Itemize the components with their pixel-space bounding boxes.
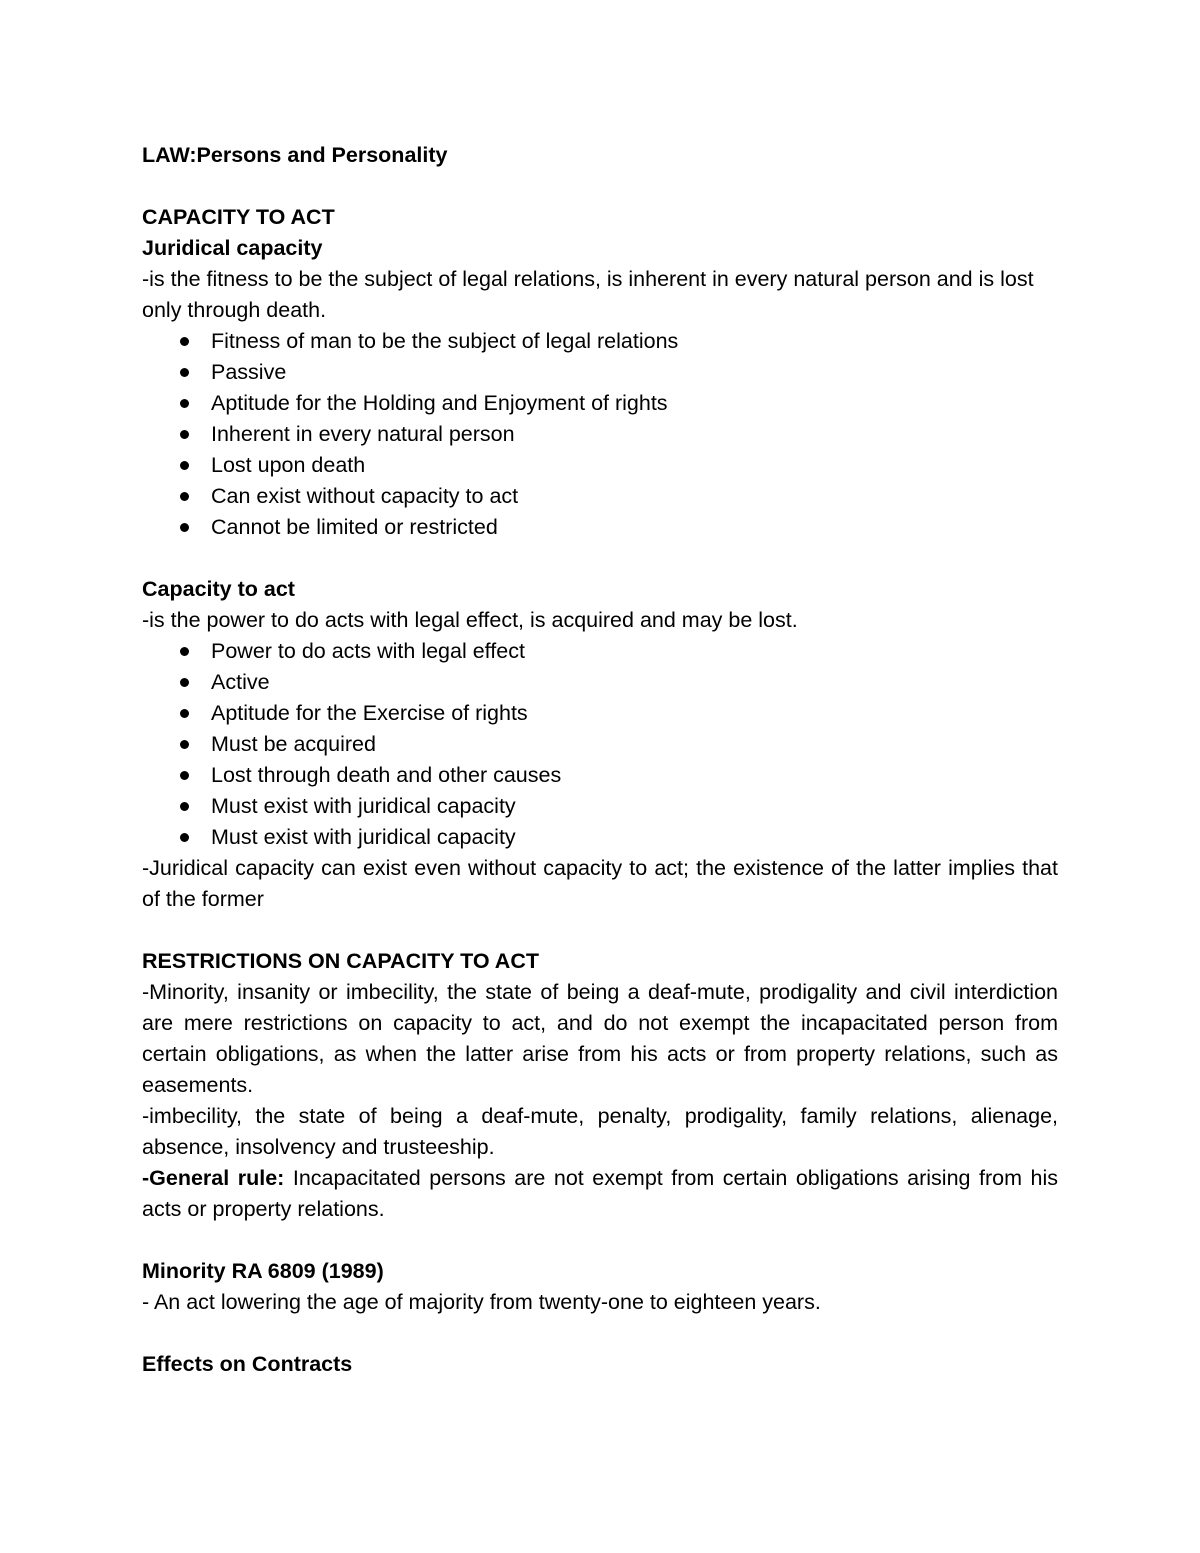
list-item — [142, 481, 1058, 512]
document-title: LAW:Persons and Personality — [142, 143, 448, 167]
list-item — [142, 512, 1058, 543]
bullet-icon — [180, 492, 189, 501]
list-item — [142, 822, 1058, 853]
subheading-capacity-to-act: Capacity to act — [142, 577, 295, 601]
section-heading-effects-on-contracts: Effects on Contracts — [142, 1352, 353, 1376]
list-item-text: Active — [211, 670, 270, 694]
capacity-to-act-list — [142, 636, 1058, 853]
spacer — [142, 915, 1058, 946]
list-item — [142, 326, 1058, 357]
list-item — [142, 636, 1058, 667]
list-item — [142, 729, 1058, 760]
list-item-text: Aptitude for the Holding and Enjoyment of rights — [211, 391, 668, 415]
list-item — [142, 667, 1058, 698]
section-heading-restrictions: RESTRICTIONS ON CAPACITY TO ACT — [142, 949, 539, 973]
bullet-icon — [180, 368, 189, 377]
bullet-icon — [180, 678, 189, 687]
spacer — [142, 1225, 1058, 1256]
list-item — [142, 388, 1058, 419]
bullet-icon — [180, 802, 189, 811]
list-item-text: Aptitude for the Exercise of rights — [211, 701, 528, 725]
list-item-text: Fitness of man to be the subject of legal relations — [211, 329, 679, 353]
list-item-text: Must exist with juridical capacity — [211, 825, 516, 849]
minority-text: - An act lowering the age of majority from twenty-one to eighteen years. — [142, 1290, 821, 1314]
bullet-icon — [180, 430, 189, 439]
list-item-text: Lost through death and other causes — [211, 763, 562, 787]
juridical-capacity-definition: -is the fitness to be the subject of legal relations, is inherent in every natural person and is lost only through death. — [142, 267, 1034, 322]
bullet-icon — [180, 399, 189, 408]
capacity-note: -Juridical capacity can exist even without capacity to act; the existence of the latter implies that of the former — [142, 856, 1058, 911]
list-item — [142, 698, 1058, 729]
document-page — [142, 140, 1058, 1380]
general-rule-paragraph — [142, 1163, 1058, 1225]
list-item-text: Must be acquired — [211, 732, 376, 756]
bullet-icon — [180, 337, 189, 346]
capacity-to-act-definition: -is the power to do acts with legal effect, is acquired and may be lost. — [142, 608, 798, 632]
list-item — [142, 450, 1058, 481]
spacer — [142, 1318, 1058, 1349]
restrictions-paragraph-2: -imbecility, the state of being a deaf-mute, penalty, prodigality, family relations, alienage, absence, insolvency and trusteeship. — [142, 1104, 1058, 1159]
list-item-text: Inherent in every natural person — [211, 422, 515, 446]
list-item — [142, 419, 1058, 450]
list-item — [142, 357, 1058, 388]
bullet-icon — [180, 523, 189, 532]
list-item-text: Must exist with juridical capacity — [211, 794, 516, 818]
list-item — [142, 791, 1058, 822]
bullet-icon — [180, 709, 189, 718]
bullet-icon — [180, 461, 189, 470]
list-item-text: Lost upon death — [211, 453, 366, 477]
bullet-icon — [180, 740, 189, 749]
spacer — [142, 543, 1058, 574]
juridical-capacity-list — [142, 326, 1058, 543]
general-rule-text: Incapacitated persons are not exempt from certain obligations arising from his acts or property relations. — [142, 1166, 1058, 1221]
section-heading-capacity-to-act: CAPACITY TO ACT — [142, 205, 335, 229]
bullet-icon — [180, 647, 189, 656]
list-item-text: Can exist without capacity to act — [211, 484, 519, 508]
list-item-text: Passive — [211, 360, 287, 384]
subheading-juridical-capacity: Juridical capacity — [142, 236, 323, 260]
restrictions-paragraph-1: -Minority, insanity or imbecility, the state of being a deaf-mute, prodigality and civil interdiction are mere restrictions on capacity to act, and do not exempt the incapacitated person from certain obligations, as when the latter arise from his acts or from property relations, such as easements. — [142, 980, 1058, 1097]
section-heading-minority: Minority RA 6809 (1989) — [142, 1259, 384, 1283]
bullet-icon — [180, 771, 189, 780]
general-rule-label: -General rule: — [142, 1166, 285, 1190]
list-item — [142, 760, 1058, 791]
bullet-icon — [180, 833, 189, 842]
list-item-text: Cannot be limited or restricted — [211, 515, 498, 539]
spacer — [142, 171, 1058, 202]
list-item-text: Power to do acts with legal effect — [211, 639, 525, 663]
